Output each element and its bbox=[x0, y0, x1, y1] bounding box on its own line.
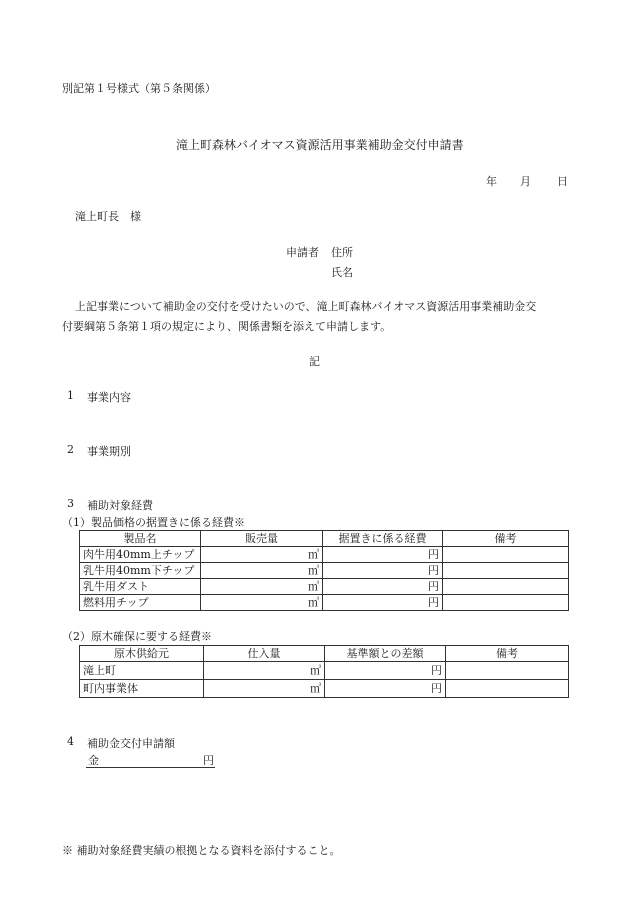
remarks-cell bbox=[443, 595, 569, 611]
applicant-label: 申請者 bbox=[286, 246, 319, 259]
table2-caption: （2）原木確保に要する経費※ bbox=[62, 630, 212, 643]
product-name: 乳牛用ダスト bbox=[80, 579, 201, 595]
document-title: 滝上町森林バイオマス資源活用事業補助金交付申請書 bbox=[176, 138, 464, 152]
sales-volume-cell: ㎥ bbox=[201, 547, 323, 563]
column-header: 仕入量 bbox=[204, 646, 325, 662]
applicant-address: 住所 bbox=[331, 246, 353, 259]
remarks-cell bbox=[443, 563, 569, 579]
column-header: 備考 bbox=[446, 646, 569, 662]
expense-cell: 円 bbox=[323, 547, 443, 563]
date-month: 月 bbox=[520, 175, 531, 188]
product-name: 肉牛用40mm上チップ bbox=[80, 547, 201, 563]
body-line-2: 付要綱第５条第１項の規定により、関係書類を添えて申請します。 bbox=[62, 320, 392, 333]
expense-cell: 円 bbox=[323, 563, 443, 579]
section-number: 2 bbox=[67, 443, 74, 456]
applicant-name: 氏名 bbox=[331, 266, 353, 279]
product-name: 乳牛用40mm下チップ bbox=[80, 563, 201, 579]
table-header-row bbox=[80, 646, 569, 662]
remarks-cell bbox=[446, 662, 569, 680]
column-header: 備考 bbox=[443, 531, 569, 547]
amount-suffix: 円 bbox=[203, 754, 214, 767]
section-label: 補助対象経費 bbox=[87, 499, 153, 512]
footnote: ※ 補助対象経費実績の根拠となる資料を添付すること。 bbox=[62, 844, 341, 857]
table-row bbox=[80, 563, 569, 579]
column-header: 原木供給元 bbox=[80, 646, 204, 662]
section-label: 補助金交付申請額 bbox=[87, 737, 175, 750]
difference-cell: 円 bbox=[325, 680, 446, 698]
addressee: 滝上町長 様 bbox=[75, 210, 141, 223]
amount-underline bbox=[86, 767, 215, 768]
date-day: 日 bbox=[557, 175, 568, 188]
table-row bbox=[80, 579, 569, 595]
remarks-cell bbox=[443, 547, 569, 563]
column-header: 販売量 bbox=[201, 531, 323, 547]
date-year: 年 bbox=[486, 175, 497, 188]
purchase-volume-cell: ㎥ bbox=[204, 662, 325, 680]
section-number: 1 bbox=[67, 389, 74, 402]
expense-cell: 円 bbox=[323, 595, 443, 611]
table1-caption: （1）製品価格の据置きに係る経費※ bbox=[62, 516, 245, 529]
column-header: 製品名 bbox=[80, 531, 201, 547]
section-label: 事業期別 bbox=[87, 445, 131, 458]
remarks-cell bbox=[443, 579, 569, 595]
column-header: 基準額との差額 bbox=[325, 646, 446, 662]
sales-volume-cell: ㎥ bbox=[201, 595, 323, 611]
body-line-1: 上記事業について補助金の交付を受けたいので、滝上町森林バイオマス資源活用事業補助金交 bbox=[75, 300, 537, 313]
section-number: 4 bbox=[67, 735, 74, 748]
log-procurement-table bbox=[79, 645, 569, 698]
supplier-name: 滝上町 bbox=[80, 662, 204, 680]
section-number: 3 bbox=[67, 497, 74, 510]
sales-volume-cell: ㎥ bbox=[201, 579, 323, 595]
sales-volume-cell: ㎥ bbox=[201, 563, 323, 579]
expense-cell: 円 bbox=[323, 579, 443, 595]
purchase-volume-cell: ㎥ bbox=[204, 680, 325, 698]
column-header: 据置きに係る経費 bbox=[323, 531, 443, 547]
product-price-table bbox=[79, 530, 569, 611]
supplier-name: 町内事業体 bbox=[80, 680, 204, 698]
table-row bbox=[80, 595, 569, 611]
table-row bbox=[80, 547, 569, 563]
amount-prefix: 金 bbox=[88, 754, 99, 767]
ki-heading: 記 bbox=[309, 355, 320, 368]
table-row bbox=[80, 680, 569, 698]
difference-cell: 円 bbox=[325, 662, 446, 680]
form-id: 別記第１号様式（第５条関係） bbox=[62, 82, 216, 95]
remarks-cell bbox=[446, 680, 569, 698]
section-label: 事業内容 bbox=[87, 391, 131, 404]
product-name: 燃料用チップ bbox=[80, 595, 201, 611]
table-header-row bbox=[80, 531, 569, 547]
table-row bbox=[80, 662, 569, 680]
